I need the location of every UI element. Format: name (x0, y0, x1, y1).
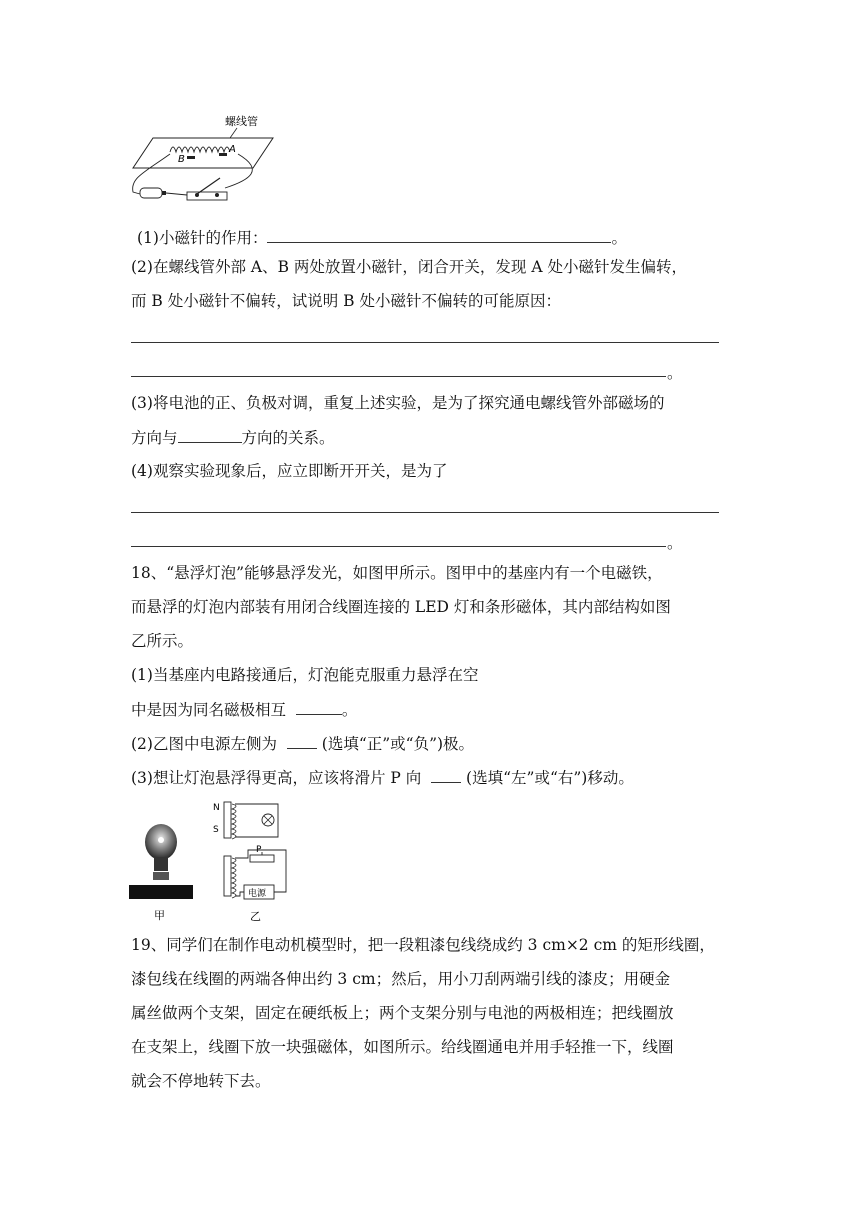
answer-blank[interactable] (287, 732, 317, 749)
q17-part3-line1: (3)将电池的正、负极对调，重复上述实验，是为了探究通电螺线管外部磁场的 (131, 394, 665, 412)
q17-part1 (137, 226, 627, 249)
q17-part3-line2 (131, 426, 335, 449)
q19-line3: 属丝做两个支架，固定在硬纸板上；两个支架分别与电池的两极相连；把线圈放 (131, 1004, 674, 1022)
q19-line5: 就会不停地转下去。 (131, 1072, 271, 1090)
q18-part1-line1: (1)当基座内电路接通后，灯泡能克服重力悬浮在空 (131, 666, 479, 684)
q17-part4-end: 。 (667, 534, 683, 552)
floating-bulb-figure (125, 812, 205, 924)
q18-part2-text-a: (2)乙图中电源左侧为 (131, 735, 277, 753)
answer-blank[interactable] (296, 698, 342, 715)
q19-line1: 19、同学们在制作电动机模型时，把一段粗漆包线绕成约 3 cm×2 cm 的矩形线圈， (131, 936, 715, 954)
solenoid-label: 螺线管 (225, 115, 258, 128)
q18-part1-line2 (131, 698, 357, 721)
q18-part3 (131, 766, 634, 789)
q17-part1-end: 。 (611, 229, 627, 247)
slider-p-label: P (256, 845, 262, 855)
north-pole-label: N (213, 803, 220, 813)
q18-part2-text-b: (选填“正”或“负”)极。 (321, 735, 475, 753)
point-b-label: B (178, 154, 185, 165)
q18-line2: 而悬浮的灯泡内部装有用闭合线圈连接的 LED 灯和条形磁体，其内部结构如图 (131, 598, 671, 616)
answer-line[interactable] (131, 512, 719, 513)
q18-line1: 18、“悬浮灯泡”能够悬浮发光，如图甲所示。图甲中的基座内有一个电磁铁， (131, 564, 663, 582)
q18-part1-end: 。 (341, 701, 358, 719)
figure-yi-label: 乙 (250, 910, 261, 923)
answer-blank[interactable] (267, 226, 611, 243)
answer-line[interactable] (131, 342, 719, 343)
circuit-structure-figure (208, 798, 300, 924)
answer-line[interactable] (131, 376, 666, 377)
q17-part1-text: (1)小磁针的作用： (137, 229, 268, 247)
q17-part4-line1: (4)观察实验现象后，应立即断开开关，是为了 (131, 462, 448, 480)
q18-part3-text-a: (3)想让灯泡悬浮得更高，应该将滑片 P 向 (131, 769, 422, 787)
q18-line3: 乙所示。 (131, 632, 194, 650)
figure-jia-label: 甲 (154, 909, 165, 922)
answer-line[interactable] (131, 546, 666, 547)
answer-blank[interactable] (178, 426, 242, 443)
q17-part2-end: 。 (667, 364, 683, 382)
q17-part2-line1: (2)在螺线管外部 A、B 两处放置小磁针，闭合开关，发现 A 处小磁针发生偏转， (131, 258, 687, 276)
q18-part3-text-b: (选填“左”或“右”)移动。 (466, 769, 634, 787)
solenoid-experiment-figure (125, 110, 285, 210)
south-pole-label: S (213, 825, 219, 835)
point-a-label: A (229, 144, 236, 155)
power-source-label: 电源 (248, 889, 267, 899)
q19-line4: 在支架上，线圈下放一块强磁体，如图所示。给线圈通电并用手轻推一下，线圈 (131, 1038, 674, 1056)
q17-part2-line2: 而 B 处小磁针不偏转，试说明 B 处小磁针不偏转的可能原因： (131, 292, 561, 310)
q17-part3-text-b: 方向的关系。 (241, 429, 335, 447)
q17-part3-text-a: 方向与 (131, 429, 178, 447)
q18-part1-text: 中是因为同名磁极相互 (131, 701, 287, 719)
q18-part2 (131, 732, 474, 755)
answer-blank[interactable] (431, 766, 461, 783)
q19-line2: 漆包线在线圈的两端各伸出约 3 cm；然后，用小刀刮两端引线的漆皮；用硬金 (131, 970, 671, 988)
